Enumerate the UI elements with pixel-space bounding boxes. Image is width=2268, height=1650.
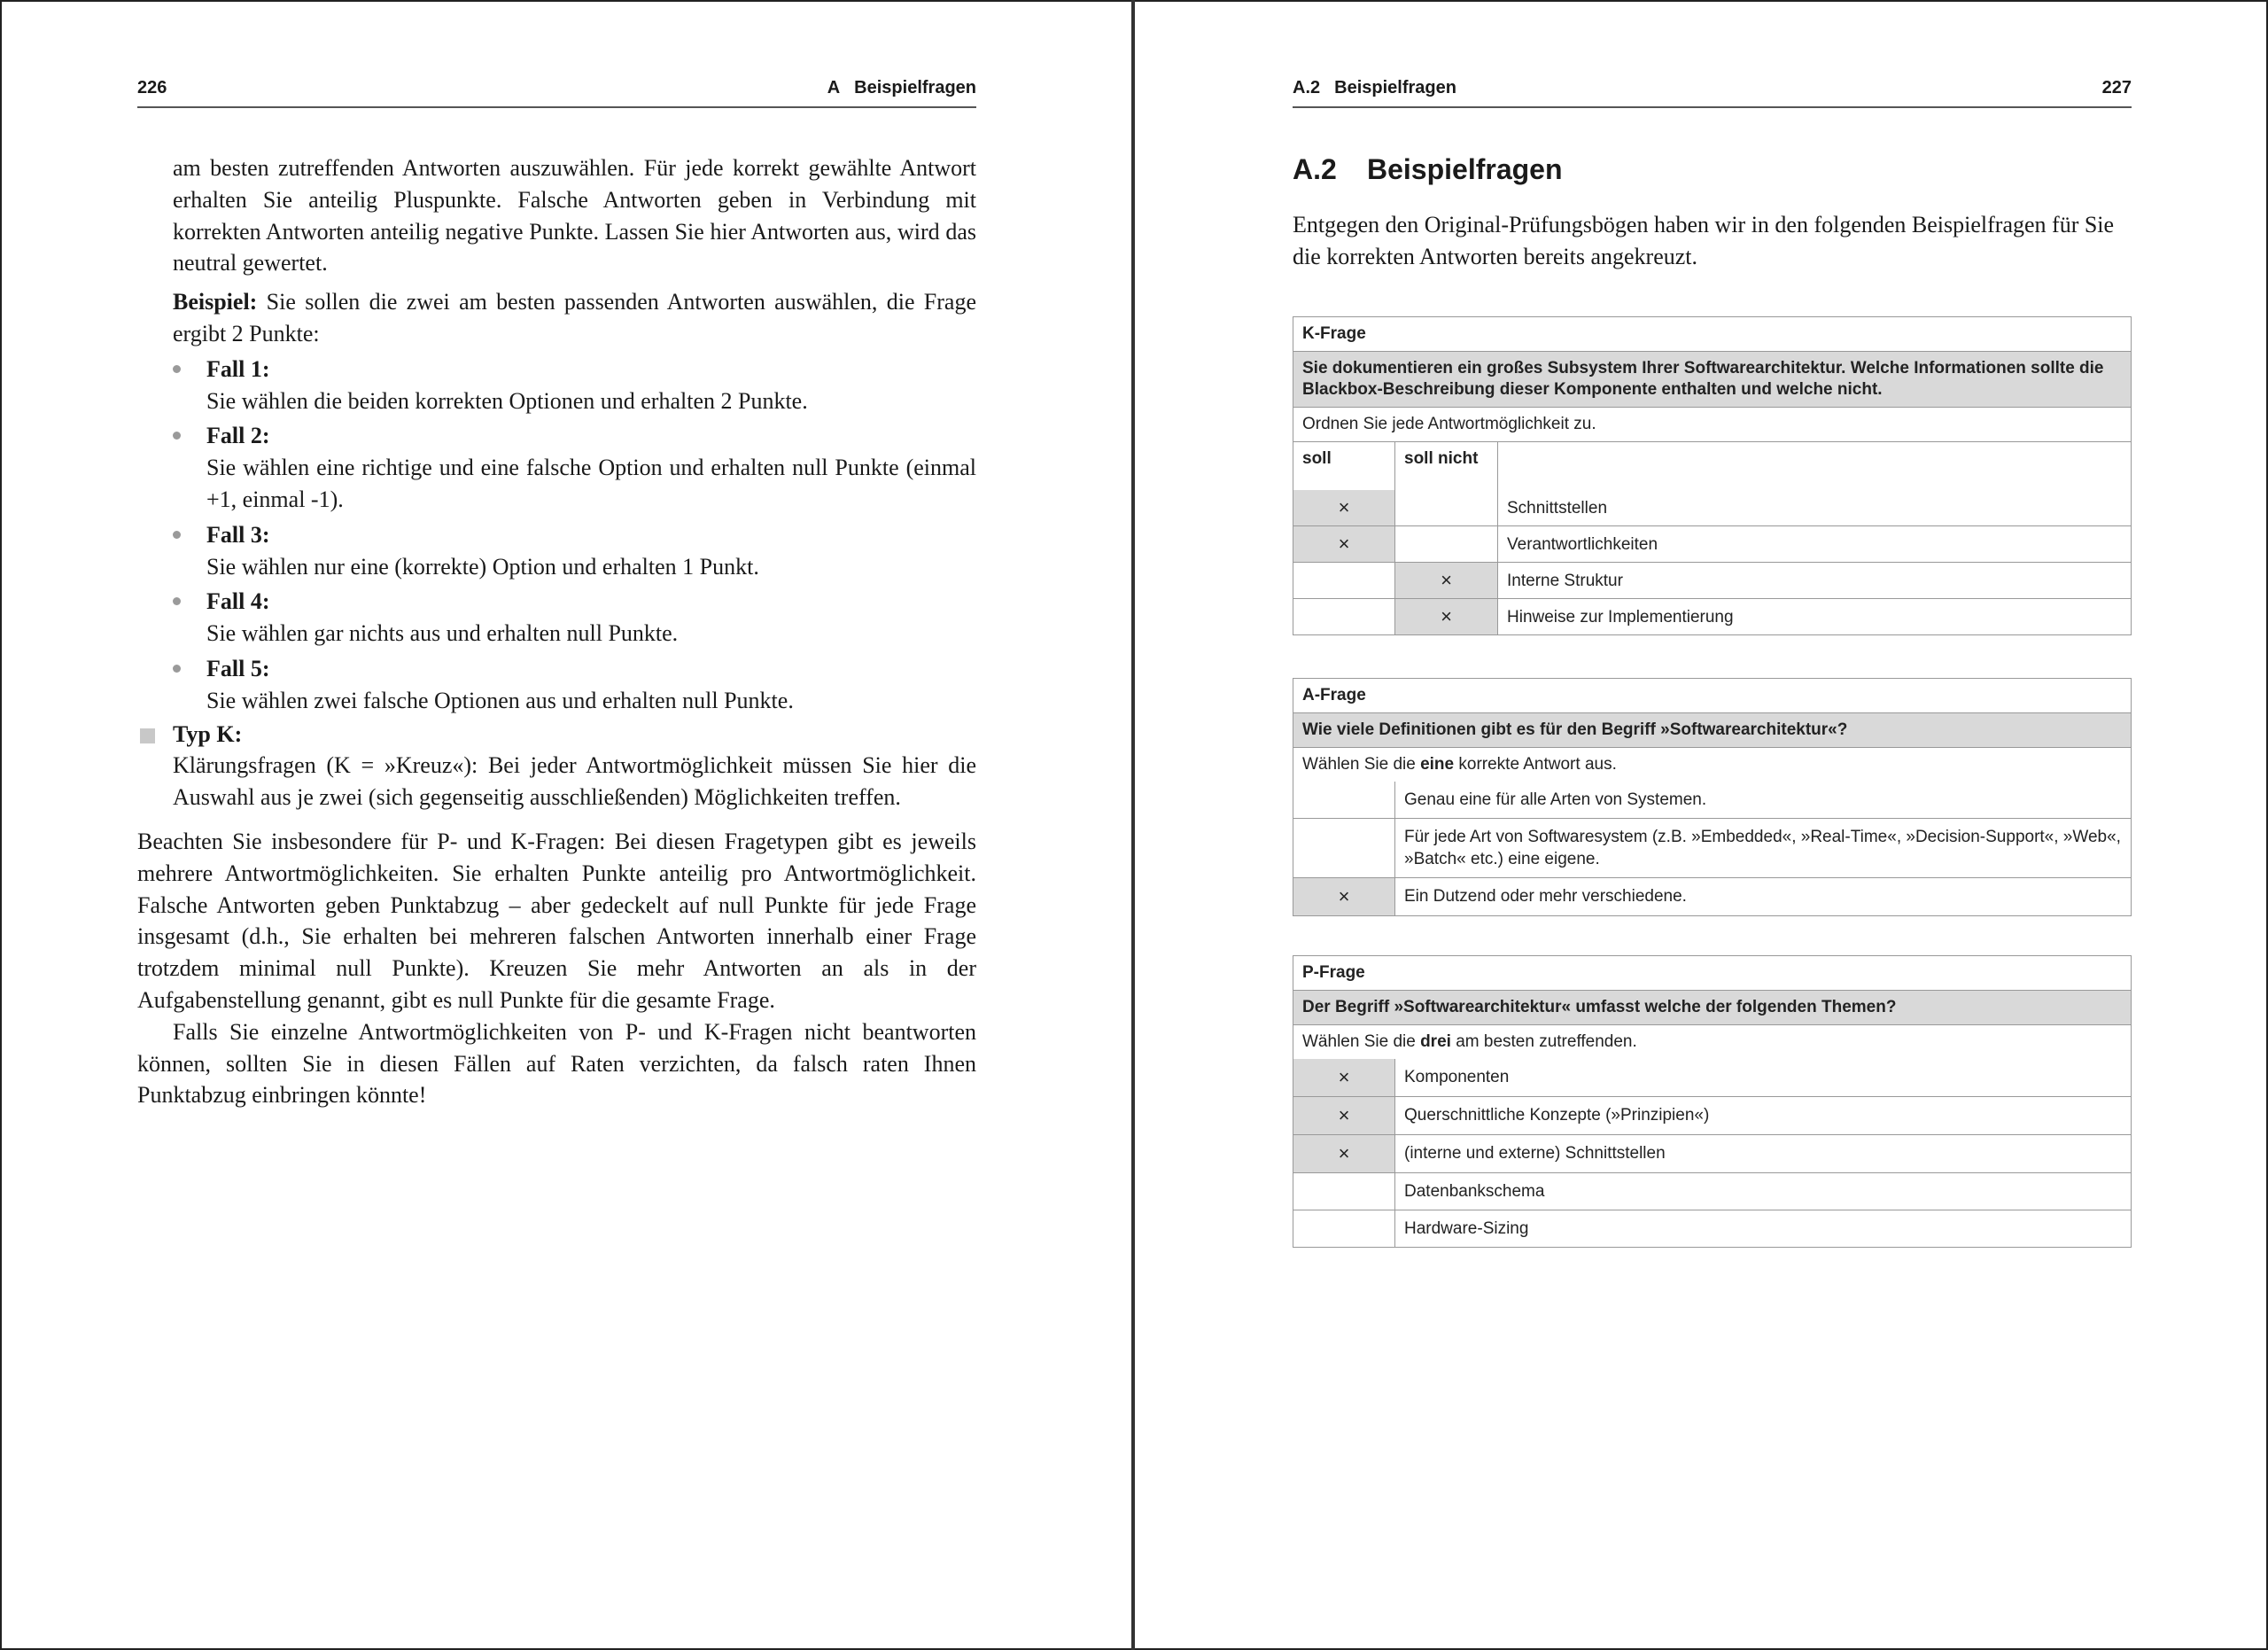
- bullet-icon: [173, 365, 181, 373]
- option-row: [1293, 1134, 2131, 1172]
- typ-k-title: Typ K:: [173, 720, 243, 747]
- case-title: Fall 5:: [206, 655, 270, 681]
- example-label: Beispiel:: [173, 289, 258, 315]
- case-item: [206, 586, 976, 650]
- option-text: Schnittstellen: [1507, 499, 1608, 518]
- case-title: Fall 2:: [206, 423, 270, 449]
- option-text: (interne und externe) Schnittstellen: [1404, 1144, 1666, 1163]
- chapter-name: Beispielfragen: [854, 78, 976, 97]
- option-row: [1293, 1059, 2131, 1096]
- a-question-box: [1293, 678, 2132, 916]
- instruction-text: Ordnen Sie jede Antwortmöglichkeit zu.: [1302, 415, 1596, 433]
- case-title: Fall 4:: [206, 588, 270, 615]
- option-text: Hinweise zur Implementierung: [1507, 608, 1734, 627]
- case-item: [206, 420, 976, 515]
- option-row: [1293, 1096, 2131, 1134]
- checkbox-cell: [1293, 819, 1395, 877]
- option-text: Querschnittliche Konzepte (»Prinzipien«): [1404, 1106, 1710, 1125]
- case-text: Sie wählen gar nichts aus und erhalten null Punkte.: [206, 620, 679, 647]
- option-text: Hardware-Sizing: [1404, 1219, 1529, 1238]
- checkbox-cell: [1293, 1210, 1395, 1247]
- right-page: [1135, 0, 2268, 1650]
- question-text: Wie viele Definitionen gibt es für den Begriff »Softwarearchitektur«?: [1293, 712, 2131, 747]
- instruction-bold: eine: [1420, 755, 1455, 774]
- soll-cell: [1293, 526, 1395, 562]
- bullet-icon: [173, 531, 181, 539]
- question-text: Sie dokumentieren ein großes Subsystem Ihrer Softwarearchitektur. Welche Informationen sollte die Blackbox-Beschreibung dieser Komponente enthalten und welche nicht.: [1293, 351, 2131, 407]
- option-text: Genau eine für alle Arten von Systemen.: [1404, 790, 1707, 809]
- question-type-row: [1293, 317, 2131, 351]
- instruction-post: am besten zutreffenden.: [1450, 1032, 1637, 1051]
- heading-title: Beispielfragen: [1367, 153, 1563, 185]
- bullet-icon: [173, 665, 181, 673]
- column-header-empty: [1498, 442, 2131, 490]
- running-header-left: [137, 78, 976, 108]
- case-text: Sie wählen eine richtige und eine falsche Option und erhalten null Punkte (einmal +1, einmal -1).: [206, 455, 976, 512]
- page-number: 226: [137, 78, 167, 97]
- case-item: [206, 354, 976, 417]
- section-title: [1293, 78, 1456, 98]
- column-header-soll: soll: [1293, 442, 1395, 490]
- checkbox-cell: [1293, 1135, 1395, 1172]
- typ-k-text: Klärungsfragen (K = »Kreuz«): Bei jeder Antwortmöglichkeit müssen Sie hier die Auswahl aus je zwei (sich gegenseitig ausschließenden) Möglichkeiten treffen.: [173, 752, 976, 811]
- a-option-rows: [1293, 782, 2131, 915]
- cases-list: [137, 354, 976, 717]
- section-name: Beispielfragen: [1334, 78, 1456, 97]
- option-row: [1293, 1172, 2131, 1210]
- section-heading: [1293, 153, 1563, 186]
- paragraph-p-k: Beachten Sie insbesondere für P- und K-Fragen: Bei diesen Fragetypen gibt es jeweils mehrere Antwortmöglichkeiten. Sie erhalten Punkte anteilig pro Antwortmöglichkeit. Falsche Antworten geben Punktabzug – aber gedeckelt auf null Punkte für jede Frage insgesamt (d.h., Sie erhalten bei mehreren falschen Antworten innerhalb einer Frage trotzdem minimal null Punkte). Kreuzen Sie mehr Antworten an als in der Aufgabenstellung genannt, gibt es null Punkte für die gesamte Frage.: [137, 828, 976, 1013]
- checkbox-cell: [1293, 1173, 1395, 1210]
- instruction-row: [1293, 1024, 2131, 1059]
- cross-mark-icon: ×: [1441, 569, 1452, 591]
- case-text: Sie wählen nur eine (korrekte) Option und erhalten 1 Punkt.: [206, 553, 759, 580]
- square-bullet-icon: [140, 728, 155, 743]
- soll-nicht-cell: [1395, 599, 1498, 634]
- k-option-row: [1293, 525, 2131, 562]
- instruction-bold: drei: [1420, 1032, 1451, 1051]
- soll-nicht-cell: [1395, 490, 1498, 525]
- question-type: A-Frage: [1302, 686, 1366, 704]
- question-type-row: [1293, 956, 2131, 990]
- option-text: Komponenten: [1404, 1068, 1510, 1086]
- checkbox-cell: [1293, 782, 1395, 818]
- option-text: Für jede Art von Softwaresystem (z.B. »Embedded«, »Real-Time«, »Decision-Support«, »Web«, »Batch« etc.) eine eigene.: [1404, 828, 2121, 868]
- soll-cell: [1293, 563, 1395, 598]
- cross-mark-icon: ×: [1338, 496, 1350, 518]
- option-row: [1293, 782, 2131, 818]
- bullet-icon: [173, 432, 181, 440]
- question-text: Der Begriff »Softwarearchitektur« umfasst welche der folgenden Themen?: [1293, 990, 2131, 1024]
- soll-cell: [1293, 490, 1395, 525]
- intro-paragraph: Entgegen den Original-Prüfungsbögen haben wir in den folgenden Beispielfragen für Sie die korrekten Antworten bereits angekreuzt.: [1293, 212, 2115, 269]
- bullet-icon: [173, 597, 181, 605]
- case-text: Sie wählen die beiden korrekten Optionen und erhalten 2 Punkte.: [206, 387, 808, 414]
- cross-mark-icon: ×: [1338, 1104, 1350, 1126]
- running-header-right: [1293, 78, 2132, 108]
- case-item: [206, 519, 976, 583]
- left-page: [0, 0, 1131, 1650]
- option-row: [1293, 1210, 2131, 1247]
- question-type-row: [1293, 679, 2131, 712]
- chapter-title: [827, 78, 976, 98]
- checkbox-cell: [1293, 878, 1395, 915]
- cross-mark-icon: ×: [1338, 1142, 1350, 1164]
- instruction-row: [1293, 747, 2131, 782]
- checkbox-cell: [1293, 1059, 1395, 1096]
- case-title: Fall 3:: [206, 521, 270, 548]
- column-header-row: [1293, 441, 2131, 490]
- instruction-text: [1293, 748, 1626, 782]
- page-number: 227: [2101, 78, 2132, 97]
- question-type: P-Frage: [1302, 963, 1365, 982]
- cross-mark-icon: ×: [1338, 885, 1350, 907]
- option-row: [1293, 877, 2131, 915]
- option-text: Datenbankschema: [1404, 1182, 1545, 1201]
- case-text: Sie wählen zwei falsche Optionen aus und erhalten null Punkte.: [206, 687, 794, 713]
- example-text: Sie sollen die zwei am besten passenden Antworten auswählen, die Frage ergibt 2 Punkte:: [173, 289, 976, 346]
- continued-paragraph: am besten zutreffenden Antworten auszuwählen. Für jede korrekt gewählte Antwort erhalten Sie anteilig Pluspunkte. Falsche Antworten geben in Verbindung mit korrekten Antworten anteilig negative Punkte. Lassen Sie hier Antworten aus, wird das neutral gewertet.: [173, 155, 976, 276]
- instruction-text: [1293, 1025, 1646, 1059]
- soll-cell: [1293, 599, 1395, 634]
- k-option-row: [1293, 490, 2131, 525]
- heading-number: A.2: [1293, 153, 1337, 185]
- paragraph-guessing: Falls Sie einzelne Antwortmöglichkeiten von P- und K-Fragen nicht beantworten können, sollten Sie in diesen Fällen auf Raten verzichten, da falsch raten Ihnen Punktabzug einbringen könnte!: [137, 1018, 976, 1109]
- cross-mark-icon: ×: [1338, 533, 1350, 555]
- option-row: [1293, 818, 2131, 877]
- k-option-row: [1293, 562, 2131, 598]
- example-paragraph: [137, 286, 976, 350]
- option-text: Ein Dutzend oder mehr verschiedene.: [1404, 887, 1687, 906]
- k-question-box: [1293, 316, 2132, 635]
- typ-k-item: [137, 719, 976, 813]
- cross-mark-icon: ×: [1338, 1066, 1350, 1088]
- instruction-post: korrekte Antwort aus.: [1454, 755, 1617, 774]
- cross-mark-icon: ×: [1441, 605, 1452, 627]
- option-text: Verantwortlichkeiten: [1507, 535, 1658, 554]
- section-number: A.2: [1293, 78, 1321, 97]
- chapter-letter: A: [827, 78, 841, 97]
- case-title: Fall 1:: [206, 355, 270, 382]
- instruction-row: [1293, 407, 2131, 441]
- option-text: Interne Struktur: [1507, 572, 1623, 590]
- column-header-soll-nicht: soll nicht: [1395, 442, 1498, 490]
- instruction-pre: Wählen Sie die: [1302, 1032, 1421, 1051]
- soll-nicht-cell: [1395, 526, 1498, 562]
- question-type: K-Frage: [1302, 324, 1366, 343]
- case-item: [206, 653, 976, 717]
- k-option-row: [1293, 598, 2131, 634]
- soll-nicht-cell: [1395, 563, 1498, 598]
- k-option-rows: [1293, 490, 2131, 634]
- left-body: [137, 152, 976, 1111]
- instruction-pre: Wählen Sie die: [1302, 755, 1421, 774]
- p-option-rows: [1293, 1059, 2131, 1247]
- p-question-box: [1293, 955, 2132, 1248]
- checkbox-cell: [1293, 1097, 1395, 1134]
